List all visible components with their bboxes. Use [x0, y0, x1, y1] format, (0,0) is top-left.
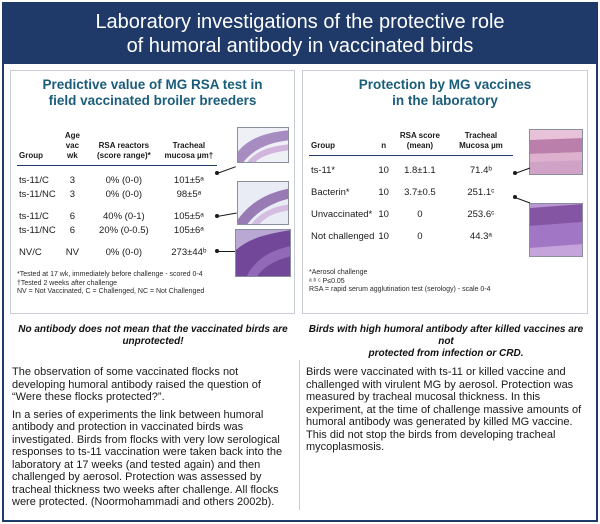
column-header-n: n	[376, 129, 391, 156]
text-line: responses to ts-11 vaccination were taken back into the	[12, 446, 283, 458]
footnote: ᵃ ᵇ ᶜ P≤0.05	[309, 277, 345, 285]
column-header-tracheal: Tracheal Mucosa µm	[449, 129, 513, 156]
right-panel-title-line-1: Protection by MG vaccines	[358, 77, 532, 92]
footnote: †Tested 2 weeks after challenge	[17, 279, 118, 287]
right-caption	[304, 324, 588, 360]
cell-group: NV/C	[19, 246, 42, 258]
cell-tracheal: 105±5ᵃ	[173, 210, 204, 222]
histology-image-3	[235, 229, 291, 277]
text-line: This did not stop the birds from developing tracheal	[306, 428, 556, 441]
left-caption-line-1: No antibody does not mean that the vaccinated birds are	[18, 324, 288, 335]
histology-image-1	[237, 127, 289, 163]
left-panel	[10, 70, 295, 314]
column-header-tracheal: Tracheal mucosa µm†	[161, 129, 217, 166]
cell-rsa: 0% (0-0)	[105, 174, 143, 186]
table-row	[309, 230, 513, 244]
leader-dot	[513, 171, 517, 175]
cell-n: 10	[378, 164, 389, 176]
text-line: challenged with virulent MG by aerosol. Protection was	[306, 378, 574, 391]
cell-group: ts-11/C	[19, 174, 49, 186]
column-header-age: Age vac wk	[58, 129, 87, 166]
cell-age: 6	[69, 210, 76, 222]
cell-tracheal: 98±5ᵃ	[176, 188, 202, 200]
leader-dot	[215, 214, 219, 218]
left-panel-footnotes	[17, 271, 287, 297]
text-line: The observation of some vaccinated flocks not	[12, 366, 239, 378]
cell-tracheal: 101±5ᵃ	[173, 174, 204, 186]
cell-rsa: 0	[417, 208, 423, 220]
text-line: challenged by aerosol. Protection was assessed by	[12, 471, 262, 483]
left-panel-title-line-2: field vaccinated broiler breeders	[48, 93, 257, 108]
cell-n: 10	[378, 208, 389, 220]
left-caption	[12, 324, 294, 348]
table-row	[17, 210, 217, 224]
histology-image-4	[529, 129, 583, 175]
cell-age: 3	[69, 174, 76, 186]
column-header-group: Group	[17, 129, 58, 166]
cell-rsa: 20% (0-0.5)	[99, 224, 149, 236]
table-header-row	[17, 129, 217, 166]
table-row	[17, 224, 217, 238]
poster-banner	[4, 4, 596, 64]
cell-age: 6	[69, 224, 76, 236]
banner-title-line-2: of humoral antibody in vaccinated birds	[126, 35, 474, 57]
table-header-row	[309, 129, 513, 156]
cell-rsa: 0	[417, 230, 423, 242]
text-line: were protected. (Noormohammadi and others 2002b).	[12, 496, 275, 508]
histology-image-5	[529, 203, 583, 257]
histology-image-4-art	[530, 130, 583, 175]
leader-line	[515, 168, 530, 174]
column-header-rsa: RSA reactors (score range)*	[87, 129, 161, 166]
cell-tracheal: 253.6ᶜ	[467, 208, 495, 220]
histology-image-1-art	[238, 128, 289, 163]
cell-rsa: 40% (0-1)	[103, 210, 145, 222]
cell-group: Unvaccinated*	[311, 208, 373, 220]
cell-group: ts-11/NC	[19, 188, 56, 200]
left-panel-title	[11, 77, 294, 109]
cell-tracheal: 273±44ᵇ	[171, 246, 207, 258]
cell-tracheal: 105±6ᵃ	[173, 224, 204, 236]
cell-tracheal: 251.1ᶜ	[467, 186, 495, 198]
table-row	[17, 188, 217, 202]
leader-dot	[215, 171, 219, 175]
footnote: NV = Not Vaccinated, C = Challenged, NC = Not Challenged	[17, 288, 205, 295]
text-line: In a series of experiments the link between humoral	[12, 408, 264, 421]
footnote: *Tested at 17 wk, immediately before challenge - scored 0-4	[17, 271, 203, 278]
histology-image-5-art	[530, 204, 583, 257]
left-paragraph-1	[12, 366, 296, 404]
right-body-text	[306, 366, 588, 459]
right-panel	[302, 70, 588, 314]
cell-group: ts-11*	[311, 164, 336, 176]
cell-rsa: 1.8±1.1	[404, 164, 436, 176]
text-line: “Were these flocks protected?”.	[12, 391, 165, 403]
footnote: *Aerosol challenge	[309, 269, 368, 276]
cell-rsa: 3.7±0.5	[404, 186, 436, 198]
cell-group: Bacterin*	[311, 186, 350, 198]
text-line: measured by tracheal mucosal thickness. In this	[306, 391, 541, 403]
column-divider	[299, 360, 300, 510]
text-line: laboratory at 17 weeks (and tested again) and then	[12, 458, 261, 471]
column-header-rsa-score: RSA score (mean)	[391, 129, 449, 156]
banner-title-line-1: Laboratory investigations of the protective role	[95, 11, 505, 33]
left-panel-title-line-1: Predictive value of MG RSA test in	[42, 77, 263, 92]
cell-n: 10	[378, 186, 389, 198]
leader-line	[515, 197, 530, 203]
right-caption-line-2: protected from infection or CRD.	[368, 348, 524, 359]
cell-tracheal: 44.3ᵃ	[469, 230, 492, 242]
leader-dot	[513, 195, 517, 199]
text-line: experiment, at the time of challenge massive amounts of	[306, 403, 582, 416]
table-row	[309, 164, 513, 178]
cell-rsa: 0% (0-0)	[105, 188, 143, 200]
text-line: Birds were vaccinated with ts-11 or killed vaccine and	[306, 366, 566, 378]
leader-line	[217, 213, 237, 217]
left-caption-line-2: unprotected!	[122, 336, 184, 347]
text-line: humoral antibody was generated by killed MG vaccine.	[306, 416, 573, 428]
table-row	[17, 174, 217, 188]
histology-image-3-art	[236, 230, 291, 277]
text-line: antibody and protection in vaccinated birds was	[12, 421, 244, 433]
cell-group: ts-11/NC	[19, 224, 56, 236]
cell-age: 3	[69, 188, 76, 200]
right-panel-title-line-2: in the laboratory	[392, 93, 498, 108]
table-row	[309, 186, 513, 200]
cell-age: NV	[65, 246, 79, 258]
cell-tracheal: 71.4ᵇ	[469, 164, 492, 176]
leader-dot	[215, 249, 219, 253]
histology-image-2	[237, 181, 289, 225]
column-header-group: Group	[309, 129, 376, 156]
histology-image-2-art	[238, 182, 289, 225]
right-panel-title	[303, 77, 587, 109]
right-paragraph-1	[306, 366, 588, 454]
cell-n: 10	[378, 230, 389, 242]
left-body-text	[12, 366, 296, 514]
table-row	[309, 208, 513, 222]
cell-rsa: 0% (0-0)	[105, 246, 143, 258]
right-panel-table	[309, 129, 513, 244]
text-line: investigated. Birds from flocks with very low serological	[12, 433, 280, 446]
left-paragraph-2	[12, 409, 296, 509]
left-panel-table	[17, 129, 217, 260]
cell-group: ts-11/C	[19, 210, 49, 222]
leader-line	[217, 251, 235, 252]
text-line: developing humoral antibody raised the question of	[12, 378, 261, 391]
footnote: RSA = rapid serum agglutination test (serology) - scale 0-4	[309, 286, 491, 293]
right-panel-footnotes	[309, 269, 579, 295]
cell-group: Not challenged	[311, 230, 375, 242]
right-caption-line-1: Birds with high humoral antibody after killed vaccines are not	[308, 324, 584, 347]
text-line: mycoplasmosis.	[306, 441, 385, 453]
text-line: tracheal thickness two weeks after challenge. All flocks	[12, 483, 279, 496]
leader-line	[217, 166, 236, 174]
table-row	[17, 246, 217, 260]
